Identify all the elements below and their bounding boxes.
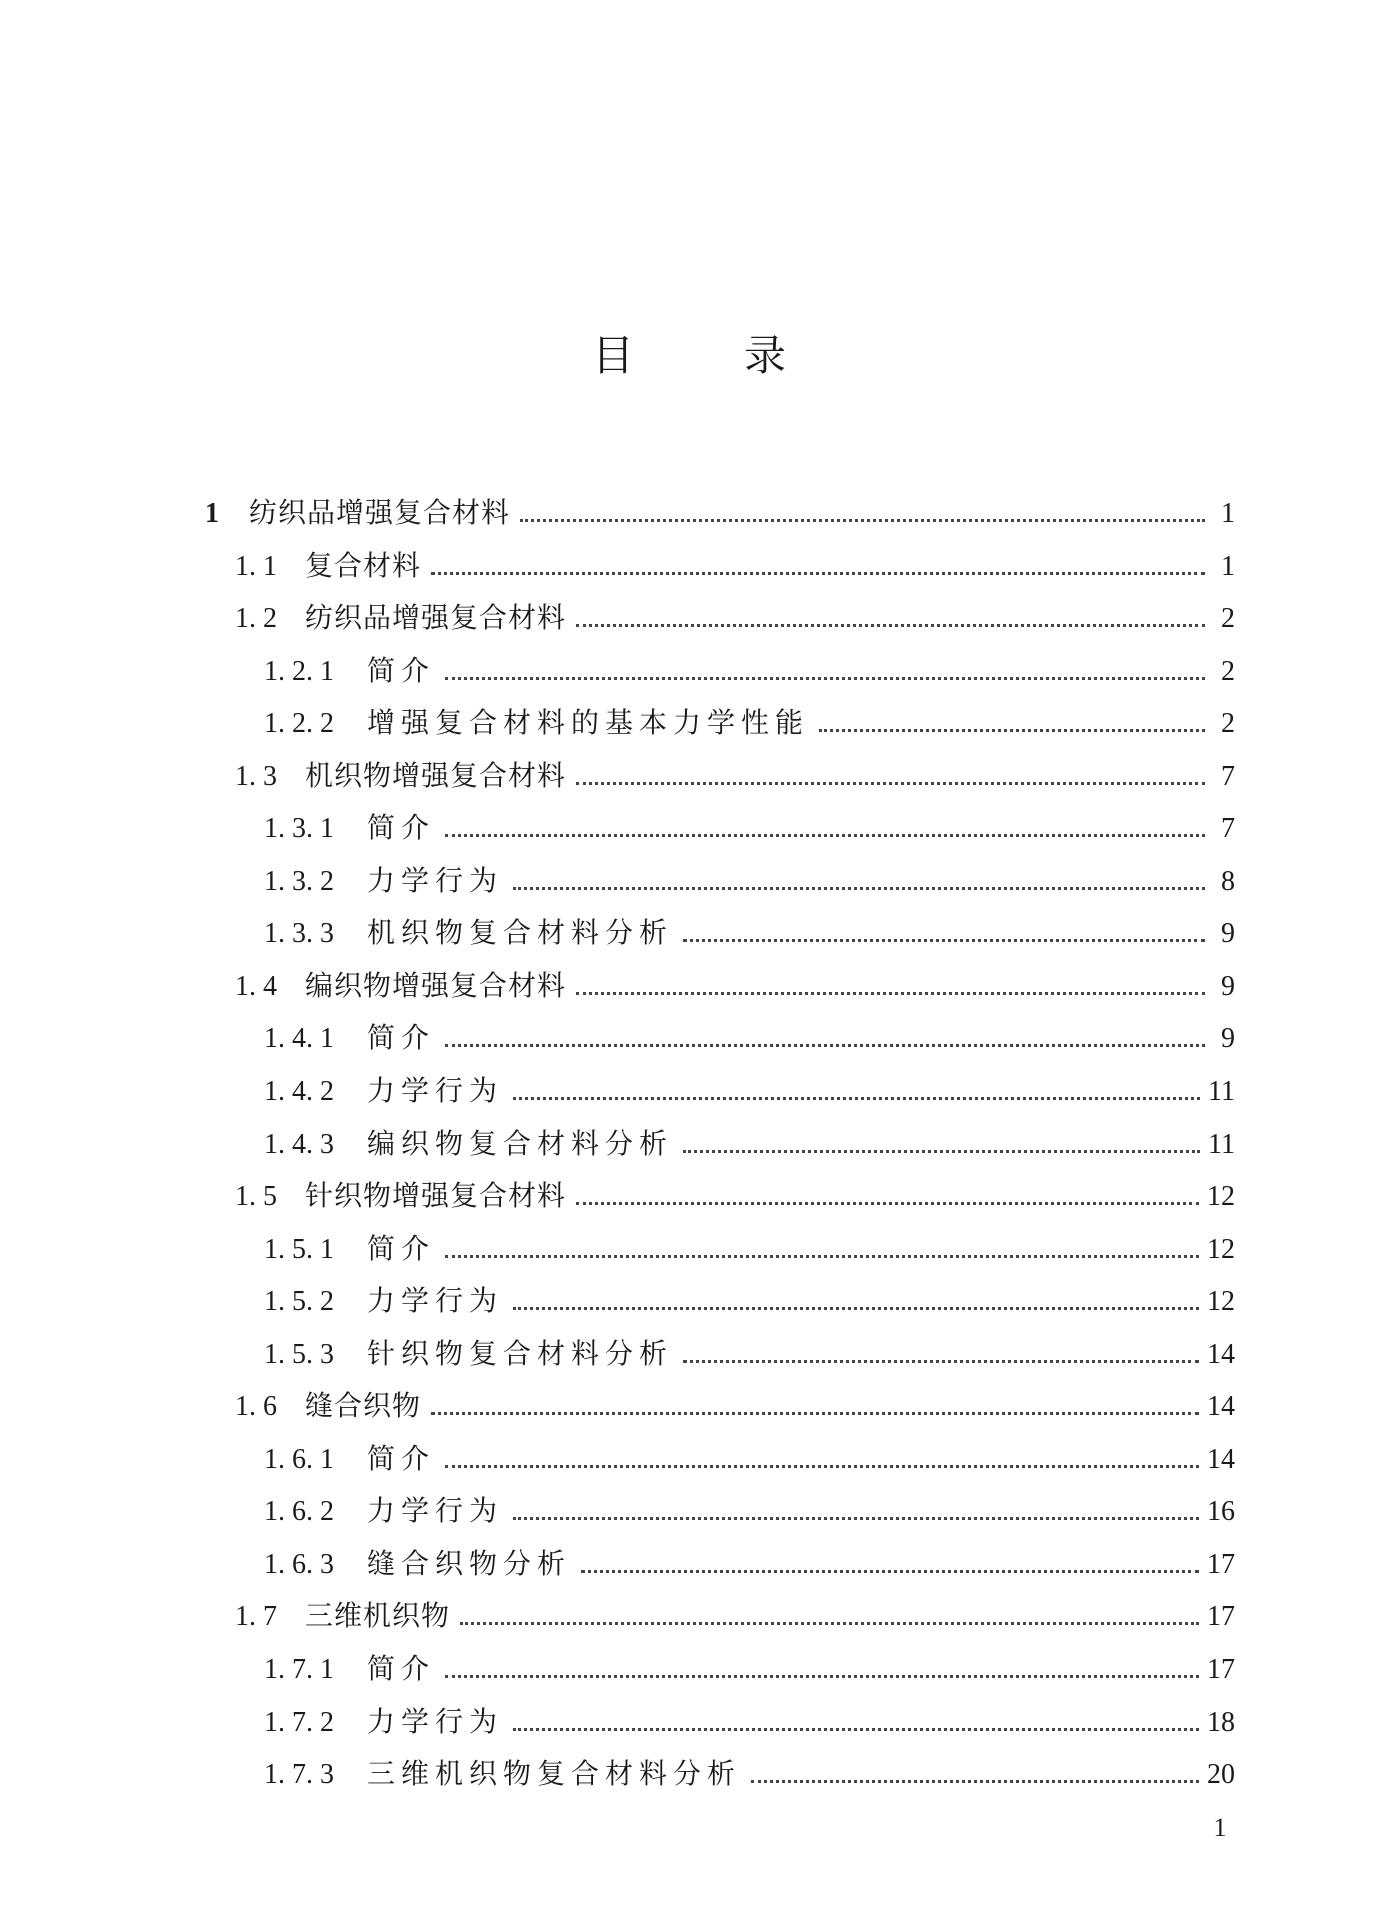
toc-entry-page: 17: [1207, 1654, 1235, 1686]
toc-entry-label: 机织物复合材料分析: [367, 916, 674, 950]
toc-entry-number: 1. 3: [235, 760, 277, 792]
toc-entry-number: 1. 3. 1: [264, 813, 334, 845]
toc-leader-dots: [445, 1044, 1205, 1047]
toc-entry[interactable]: [205, 1752, 1235, 1805]
toc-entry-number: 1. 7: [235, 1601, 277, 1633]
toc-leader-dots: [513, 1728, 1199, 1731]
toc-entry-number: 1. 5. 1: [264, 1233, 334, 1265]
toc-entry-label: 力学行为: [367, 863, 504, 897]
toc-entry[interactable]: [205, 649, 1235, 702]
toc-entry-number: 1. 3. 2: [264, 865, 334, 897]
toc-leader-dots: [513, 1517, 1199, 1520]
toc-entry-label: 力学行为: [367, 1494, 504, 1528]
toc-entry-number: 1. 5: [235, 1181, 277, 1213]
toc-entry-page: 8: [1221, 865, 1235, 897]
toc-entry[interactable]: [205, 1647, 1235, 1700]
toc-entry-page: 14: [1207, 1338, 1235, 1370]
toc-entry-label: 力学行为: [367, 1704, 504, 1738]
toc-entry-number: 1. 2. 1: [264, 655, 334, 687]
toc-entry[interactable]: [205, 806, 1235, 859]
toc-entry[interactable]: [205, 754, 1235, 807]
toc-entry[interactable]: [205, 1227, 1235, 1280]
toc-entry-page: 9: [1221, 1023, 1235, 1055]
toc-entry-page: 17: [1207, 1601, 1235, 1633]
toc-entry[interactable]: [205, 1069, 1235, 1122]
toc-entry-number: 1. 4. 2: [264, 1076, 334, 1108]
toc-entry-page: 1: [1221, 550, 1235, 582]
page-title: [0, 326, 1378, 386]
toc-entry-page: 1: [1221, 498, 1235, 529]
toc-entry-number: 1. 6. 1: [264, 1443, 334, 1475]
toc-entry-label: 纺织品增强复合材料: [305, 601, 567, 635]
toc-entry[interactable]: [205, 964, 1235, 1017]
toc-entry-label: 简介: [367, 1652, 436, 1686]
toc-entry-number: 1. 6. 2: [264, 1496, 334, 1528]
toc-entry-page: 20: [1207, 1759, 1235, 1791]
toc-leader-dots: [520, 519, 1205, 522]
toc-entry[interactable]: [205, 1700, 1235, 1753]
toc-entry-number: 1. 7. 1: [264, 1654, 334, 1686]
toc-entry-page: 2: [1221, 708, 1235, 740]
toc-leader-dots: [445, 1675, 1199, 1678]
toc-entry-label: 编织物复合材料分析: [367, 1126, 674, 1160]
toc-entry[interactable]: [205, 1594, 1235, 1647]
toc-entry-page: 16: [1207, 1496, 1235, 1528]
toc-entry-label: 三维机织物: [305, 1599, 451, 1633]
toc-entry-number: 1. 5. 3: [264, 1338, 334, 1370]
toc-leader-dots: [576, 782, 1205, 785]
toc-entry-number: 1: [205, 498, 219, 529]
toc-entry[interactable]: [205, 1437, 1235, 1490]
toc-entry-page: 9: [1221, 918, 1235, 950]
toc-entry[interactable]: [205, 1384, 1235, 1437]
toc-entry-label: 缝合织物分析: [367, 1546, 572, 1580]
toc-leader-dots: [576, 992, 1205, 995]
toc-entry-number: 1. 7. 2: [264, 1706, 334, 1738]
toc-entry-label: 纺织品增强复合材料: [249, 496, 511, 529]
toc-entry[interactable]: [205, 1174, 1235, 1227]
toc-leader-dots: [576, 1202, 1199, 1205]
toc-leader-dots: [819, 729, 1205, 732]
toc-entry-label: 机织物增强复合材料: [305, 758, 567, 792]
toc-entry[interactable]: [205, 1489, 1235, 1542]
page-title-char-2: 录: [744, 331, 897, 380]
toc-entry-label: 三维机织物复合材料分析: [367, 1757, 742, 1791]
toc-entry[interactable]: [205, 1332, 1235, 1385]
toc-entry-page: 7: [1221, 760, 1235, 792]
toc-entry-label: 针织物增强复合材料: [305, 1179, 567, 1213]
toc-entry-page: 11: [1208, 1076, 1235, 1108]
toc-entry[interactable]: [205, 1016, 1235, 1069]
toc-entry-page: 2: [1221, 655, 1235, 687]
toc-entry-label: 力学行为: [367, 1284, 504, 1318]
toc-entry[interactable]: [205, 491, 1235, 544]
toc-entry[interactable]: [205, 544, 1235, 597]
toc-leader-dots: [431, 1412, 1199, 1415]
toc-entry-page: 14: [1207, 1443, 1235, 1475]
page-title-char-1: 目: [591, 331, 744, 380]
toc-entry-label: 复合材料: [305, 548, 422, 582]
toc-entry-label: 简介: [367, 653, 436, 687]
toc-entry-label: 简介: [367, 811, 436, 845]
toc-entry-label: 简介: [367, 1441, 436, 1475]
toc-entry-label: 缝合织物: [305, 1389, 422, 1423]
toc-entry-page: 9: [1221, 970, 1235, 1002]
toc-entry[interactable]: [205, 701, 1235, 754]
toc-entry-number: 1. 4: [235, 970, 277, 1002]
toc-entry[interactable]: [205, 596, 1235, 649]
table-of-contents: [205, 491, 1235, 1805]
toc-entry-label: 力学行为: [367, 1074, 504, 1108]
toc-leader-dots: [581, 1570, 1199, 1573]
toc-leader-dots: [513, 1097, 1200, 1100]
toc-leader-dots: [513, 887, 1205, 890]
toc-leader-dots: [460, 1622, 1199, 1625]
toc-entry-page: 11: [1208, 1128, 1235, 1160]
toc-entry-page: 7: [1221, 813, 1235, 845]
toc-entry-page: 12: [1207, 1233, 1235, 1265]
toc-entry-page: 12: [1207, 1181, 1235, 1213]
toc-entry-label: 编织物增强复合材料: [305, 968, 567, 1002]
toc-entry-number: 1. 2. 2: [264, 708, 334, 740]
toc-leader-dots: [683, 1360, 1199, 1363]
toc-entry-number: 1. 5. 2: [264, 1286, 334, 1318]
toc-leader-dots: [445, 1255, 1199, 1258]
toc-entry-number: 1. 1: [235, 550, 277, 582]
toc-entry-number: 1. 6: [235, 1391, 277, 1423]
toc-entry-number: 1. 7. 3: [264, 1759, 334, 1791]
toc-leader-dots: [445, 1465, 1199, 1468]
page-number: 1: [1213, 1813, 1227, 1842]
toc-leader-dots: [751, 1780, 1199, 1783]
toc-entry-page: 17: [1207, 1548, 1235, 1580]
toc-entry[interactable]: [205, 911, 1235, 964]
toc-entry-label: 简介: [367, 1021, 436, 1055]
toc-entry-number: 1. 4. 3: [264, 1128, 334, 1160]
toc-leader-dots: [513, 1307, 1199, 1310]
toc-entry-label: 增强复合材料的基本力学性能: [367, 706, 810, 740]
toc-entry[interactable]: [205, 859, 1235, 912]
toc-entry-label: 简介: [367, 1231, 436, 1265]
toc-entry[interactable]: [205, 1122, 1235, 1175]
toc-entry-page: 14: [1207, 1391, 1235, 1423]
toc-entry-number: 1. 3. 3: [264, 918, 334, 950]
toc-leader-dots: [683, 939, 1205, 942]
toc-leader-dots: [431, 572, 1205, 575]
toc-entry-number: 1. 2: [235, 603, 277, 635]
toc-leader-dots: [445, 677, 1205, 680]
toc-entry-label: 针织物复合材料分析: [367, 1336, 674, 1370]
toc-leader-dots: [683, 1150, 1200, 1153]
toc-entry[interactable]: [205, 1542, 1235, 1595]
toc-entry-number: 1. 4. 1: [264, 1023, 334, 1055]
toc-leader-dots: [445, 834, 1205, 837]
toc-entry-page: 12: [1207, 1286, 1235, 1318]
toc-entry-number: 1. 6. 3: [264, 1548, 334, 1580]
toc-leader-dots: [576, 624, 1205, 627]
toc-entry[interactable]: [205, 1279, 1235, 1332]
toc-entry-page: 18: [1207, 1706, 1235, 1738]
toc-entry-page: 2: [1221, 603, 1235, 635]
